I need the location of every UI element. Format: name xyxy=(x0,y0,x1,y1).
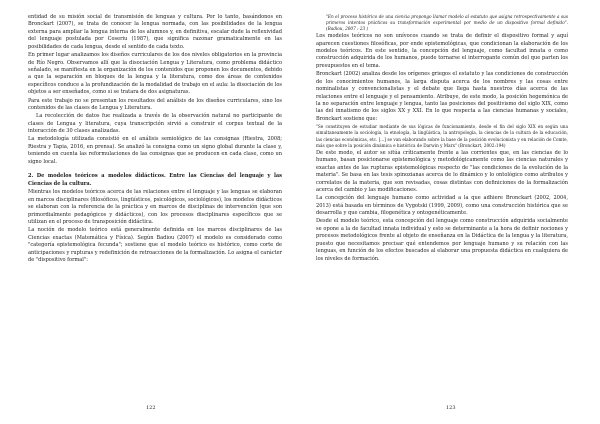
paragraph: La concepción del lenguaje humano como actividad a la que adhiere Bronckart (2002, 2004, 2013) está basada en términos de Vygotski (1999, 2009), como una construcción histórica que se desarrolla y que cambia, filogenética y ontogenéticamente. xyxy=(316,195,568,217)
paragraph: La recolección de datos fue realizada a través de la observación natural no participante de clases de Lengua y literatura, cuya transcripción sirvió a construir el corpus textual de la interacción de 30 clases analizadas. xyxy=(28,113,282,135)
paragraph: Para este trabajo no se presentan los resultados del análisis de los diseños curriculares, sino los contenidos de las clases de Lengua y Literatura. xyxy=(28,97,282,112)
paragraph: Mientras los modelos teóricos acerca de las relaciones entre el lenguaje y las lenguas se elaboran en marcos disciplinares (filosóficos, lingüísticos, psicológicos, sociológicos), los modelos didácticos se elaboran con la referencia de la práctica y en marcos de disciplinas de intervención (que son primordialmente pedagógicos y didácticos), con los procesos disciplinares específicos que se utilizan en el proceso de transposición didáctica. xyxy=(28,189,282,225)
right-column xyxy=(316,14,568,263)
paragraph: Los modelos teóricos no son unívocos cuando se trata de definir el dispositivo formal y aquí aparecen cuestiones filosóficas, por ende epistemológicas, que condicionan la elaboración de los modelos teóricos. En este sentido, la concepción del lenguaje, como facultad innata o como construcción adquirida de los humanos, puede tornarse el interrogante común del que parten los presupuestos en el tema. xyxy=(316,33,568,69)
right-page xyxy=(300,0,600,424)
paragraph: entidad de su misión social de transmisión de lenguas y cultura. Por lo tanto, basándonos en Bronckart (2007), se trata de conocer la lengua normada, con las posibilidades de la lengua externa para ampliar la lengua interna de los alumnos y, en definitiva, escalar dude la reflexividad del lenguaje postulada por Coseriu (1987), que significa razonar gramaticalmente en las posibilidades de cada lengua, desde el sentido de cada texto. xyxy=(28,14,282,50)
section-heading: 2. De modelos teóricos a modelos didácticos. Entre las Ciencias del lenguaje y las Ciencias de la cultura. xyxy=(28,173,282,187)
paragraph: La noción de modelo teórico está generalmente definida en los marcos disciplinares de las Ciencias exactas (Matemática y Física). Según Badiou (2007) el modelo es considerado como "categoría epistemológica fecunda"; sostiene que el modelo teórico es histórico, como corte de anticipaciones y rupturas y redefinición de retroacciones de la formalización. Lo asigna el carácter de "dispositivo formal": xyxy=(28,227,282,264)
paragraph: En primer lugar analizamos los diseños curriculares de los dos niveles obligatorios en la provincia de Río Negro. Observamos allí que la disociación Lengua y Literatura, como problema didáctico señalado, se manifiesta en la organización de los contenidos que proponen los documentos, debido a que la separación en bloques de la lengua y la literatura, como dos áreas de contenidos específicos conduce a la profundización de la modalidad de trabajo en el aula: la disociación de los objetos a ser enseñados, como si se tratara de dos asignaturas. xyxy=(28,52,282,96)
left-column xyxy=(28,14,282,264)
paragraph: La metodología utilizada consistió en el análisis semiológico de las consignas (Riestra, 2008; Riestra y Tapia, 2016, en prensa). Se analizó la consigna como un signo global durante la clase y, teniendo en cuenta las reformulaciones de las consignas que se producen en cada clase, como un signo local. xyxy=(28,136,282,165)
block-quote: "Se constituyen de estudiar mediante de sus lógicas de funcionamiento, desde el fin del siglo XIX en según una simultaneamente la sociología, la etnología, la lingüística, la antropología, la ciencias de la cultura de la educación, las ciencias económicas, etc. [...] se van elaborando sobre la base de la posición evolucionista y en relación de Comte, más que sobre la posición dinámica e histórica de Darwin y Marx" (Bronckart, 2002:194) xyxy=(316,124,568,148)
paragraph: Bronckart (2002) analiza desde los orígenes griegos el estatuto y las condiciones de construcción de los conocimientos humanos, la larga disputa acerca de los nombres y las cosas entre nominalistas y convencionalistas y el debate que llega hasta nuestros días acerca de las relaciones entre el lenguaje y el pensamiento. Atribuye, de este modo, la posición hegemónica de la no separación entre lenguaje y lengua, tanto las posiciones del positivismo del siglo XIX, como las del innatismo de los siglos XX y XXI. En lo que respecta a las ciencias humanas y sociales, Bronckart sostiene que: xyxy=(316,71,568,122)
paragraph: De este modo, el autor se sitúa críticamente frente a las corrientes que, en las ciencias de lo humano, basan posicionarse epistemológica y metodológicamente como las ciencias naturales y exactas antes de las rupturas epistemológicas respecto de "las condiciones de la evolución de la materia". Se basa en las tesis spinozianas acerca de lo dinámico y lo ontológico como atributos y correlatos de la materia, que son revisadas, cosas distintas con definiciones de la formalización acerca del cambio y las modificaciones. xyxy=(316,149,568,193)
block-quote: "En el proceso histórico de una ciencia propongo llamar modelo al estatuto que asigna retrospectivamente a sus primeros intentos prácticos su transformación experimental por medio de un dispositivo formal definido". (Badiou, 2007 : 23 ) xyxy=(326,14,568,32)
paragraph: Desde el modelo teórico, esta concepción del lenguaje como construcción adquirida socialmente se opone a la de facultad innata individual y esto se determinante a la hora de definir nociones y procesos metodológicos frente al objeto de enseñanza en la Didáctica de la lengua y la literatura, puesto que necesitamos precisar qué entendemos por lenguaje humano y su relación con las lenguas, en función de los efectos buscados al elaborar una propuesta didáctica en cualquiera de los niveles de formación. xyxy=(316,218,568,262)
page-number: 122 xyxy=(146,405,156,411)
page-number: 123 xyxy=(446,405,456,411)
